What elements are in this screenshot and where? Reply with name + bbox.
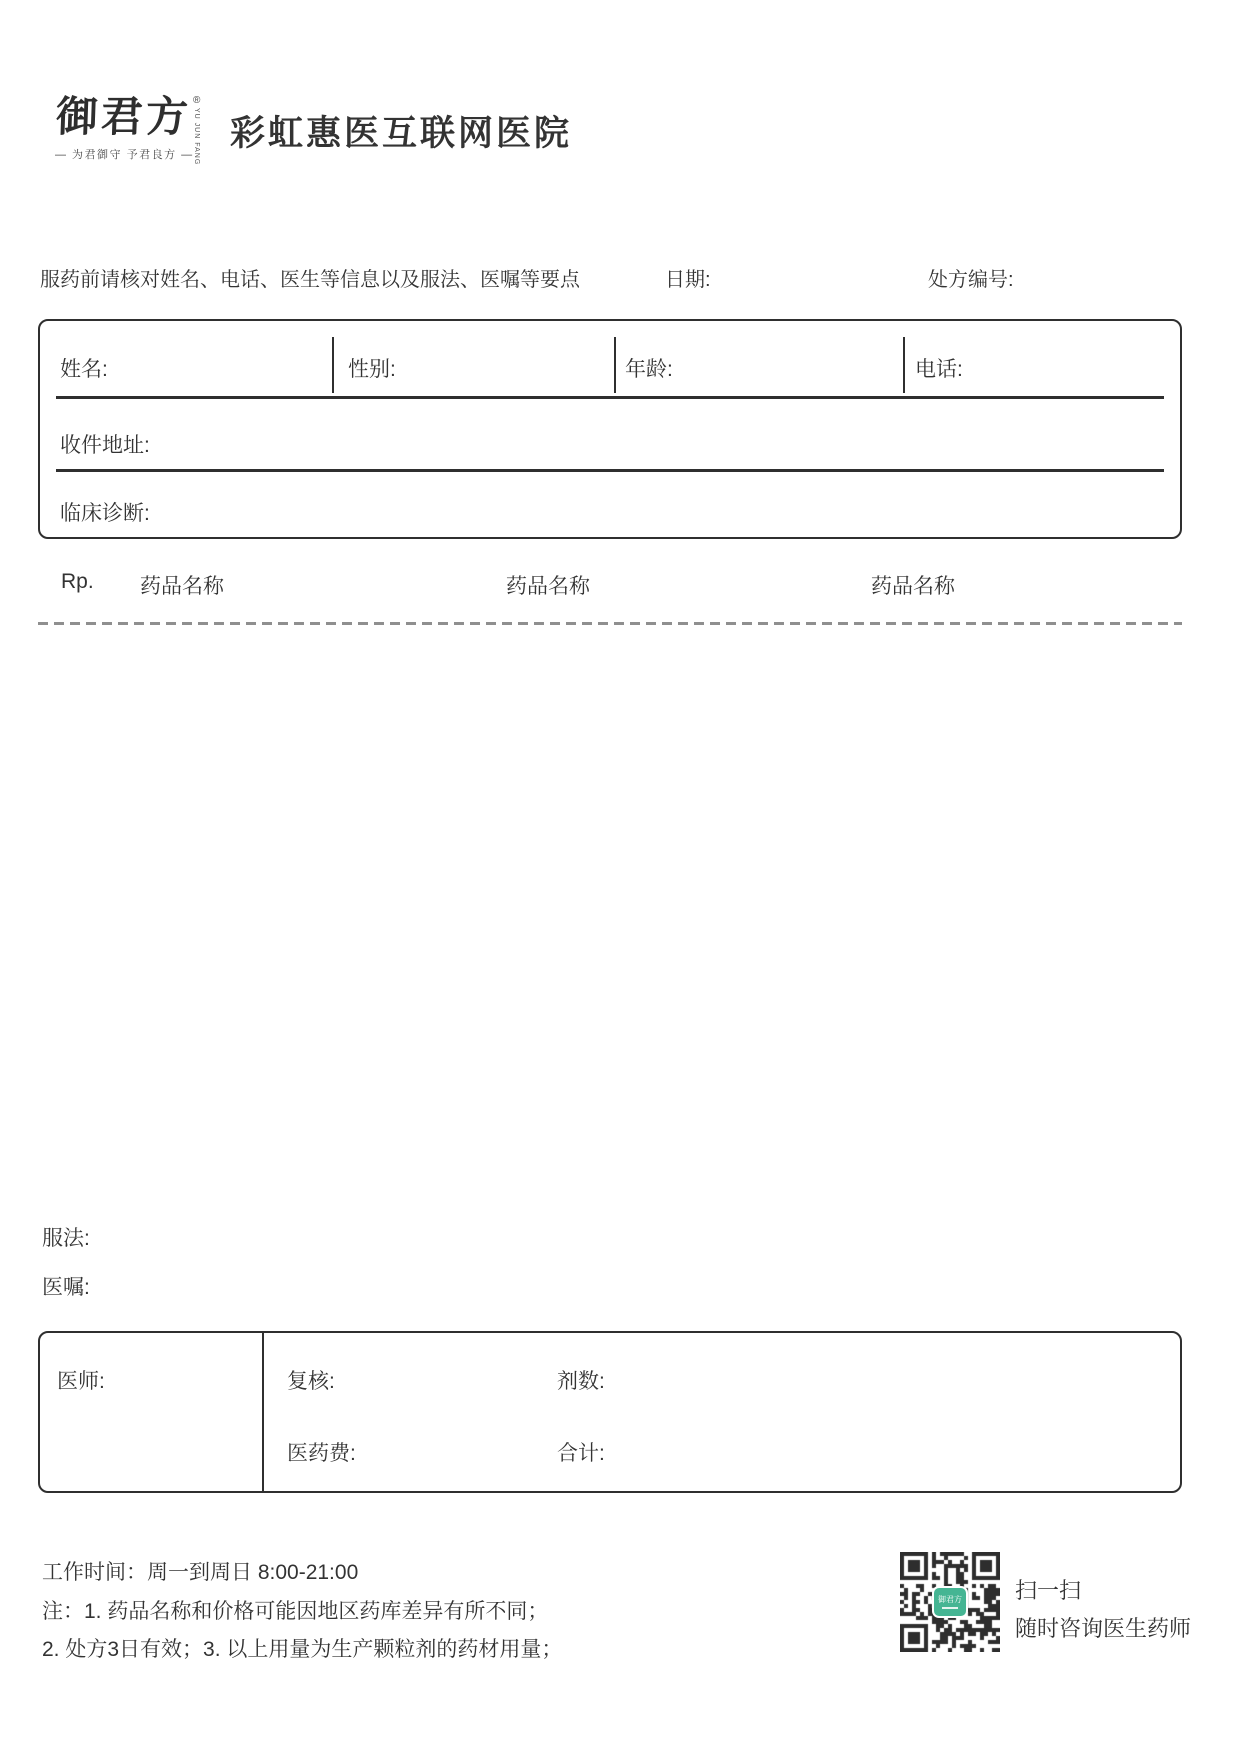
total-label: 合计: xyxy=(557,1442,605,1465)
scan-label: 扫一扫 xyxy=(1015,1578,1082,1603)
drug-name-column-header: 药品名称 xyxy=(506,575,590,598)
patient-info-box xyxy=(38,319,1182,539)
rx-number-label: 处方编号: xyxy=(928,269,1014,291)
working-hours-text: 工作时间：周一到周日 8:00-21:00 xyxy=(42,1561,359,1584)
address-label: 收件地址: xyxy=(60,434,150,457)
doctor-label: 医师: xyxy=(57,1370,105,1393)
date-label: 日期: xyxy=(665,269,711,291)
brand-tagline: — 为君御守 予君良方 — xyxy=(55,149,194,161)
column-divider xyxy=(332,337,334,393)
doses-label: 剂数: xyxy=(557,1370,605,1393)
row-divider xyxy=(56,469,1164,472)
column-divider xyxy=(614,337,616,393)
gender-label: 性别: xyxy=(348,358,396,381)
logo-text: 御君方 xyxy=(55,92,192,141)
name-label: 姓名: xyxy=(60,358,108,381)
medicine-fee-label: 医药费: xyxy=(287,1442,356,1465)
note-line-1: 注：1. 药品名称和价格可能因地区药库差异有所不同； xyxy=(42,1600,549,1623)
qr-center-brand-text: 御君方 xyxy=(938,1594,962,1604)
logo-side xyxy=(193,96,200,165)
age-label: 年龄: xyxy=(625,358,673,381)
column-divider xyxy=(903,337,905,393)
reviewer-label: 复核: xyxy=(287,1370,335,1393)
scan-hint-label: 随时咨询医生药师 xyxy=(1015,1616,1192,1641)
qr-center-subtext-line xyxy=(942,1607,958,1609)
phone-label: 电话: xyxy=(915,358,963,381)
hospital-name: 彩虹惠医互联网医院 xyxy=(230,114,573,153)
qr-center-logo xyxy=(934,1588,966,1616)
usage-label: 服法: xyxy=(42,1227,90,1250)
rp-separator-dashed-line xyxy=(38,622,1182,625)
row-divider xyxy=(56,396,1164,399)
note-line-2: 2. 处方3日有效；3. 以上用量为生产颗粒剂的药材用量； xyxy=(42,1638,563,1661)
drug-name-column-header: 药品名称 xyxy=(871,575,955,598)
doctor-advice-label: 医嘱: xyxy=(42,1276,90,1299)
column-divider xyxy=(262,1333,264,1491)
signature-box xyxy=(38,1331,1182,1493)
drug-name-column-header: 药品名称 xyxy=(140,575,224,598)
rp-label: Rp. xyxy=(61,570,94,593)
logo-vertical-text: YU JUN FANG xyxy=(193,108,201,166)
diagnosis-label: 临床诊断: xyxy=(60,502,150,525)
trademark-symbol: ® xyxy=(193,95,201,106)
qr-code xyxy=(900,1552,1000,1652)
check-hint-text: 服药前请核对姓名、电话、医生等信息以及服法、医嘱等要点 xyxy=(40,269,580,291)
